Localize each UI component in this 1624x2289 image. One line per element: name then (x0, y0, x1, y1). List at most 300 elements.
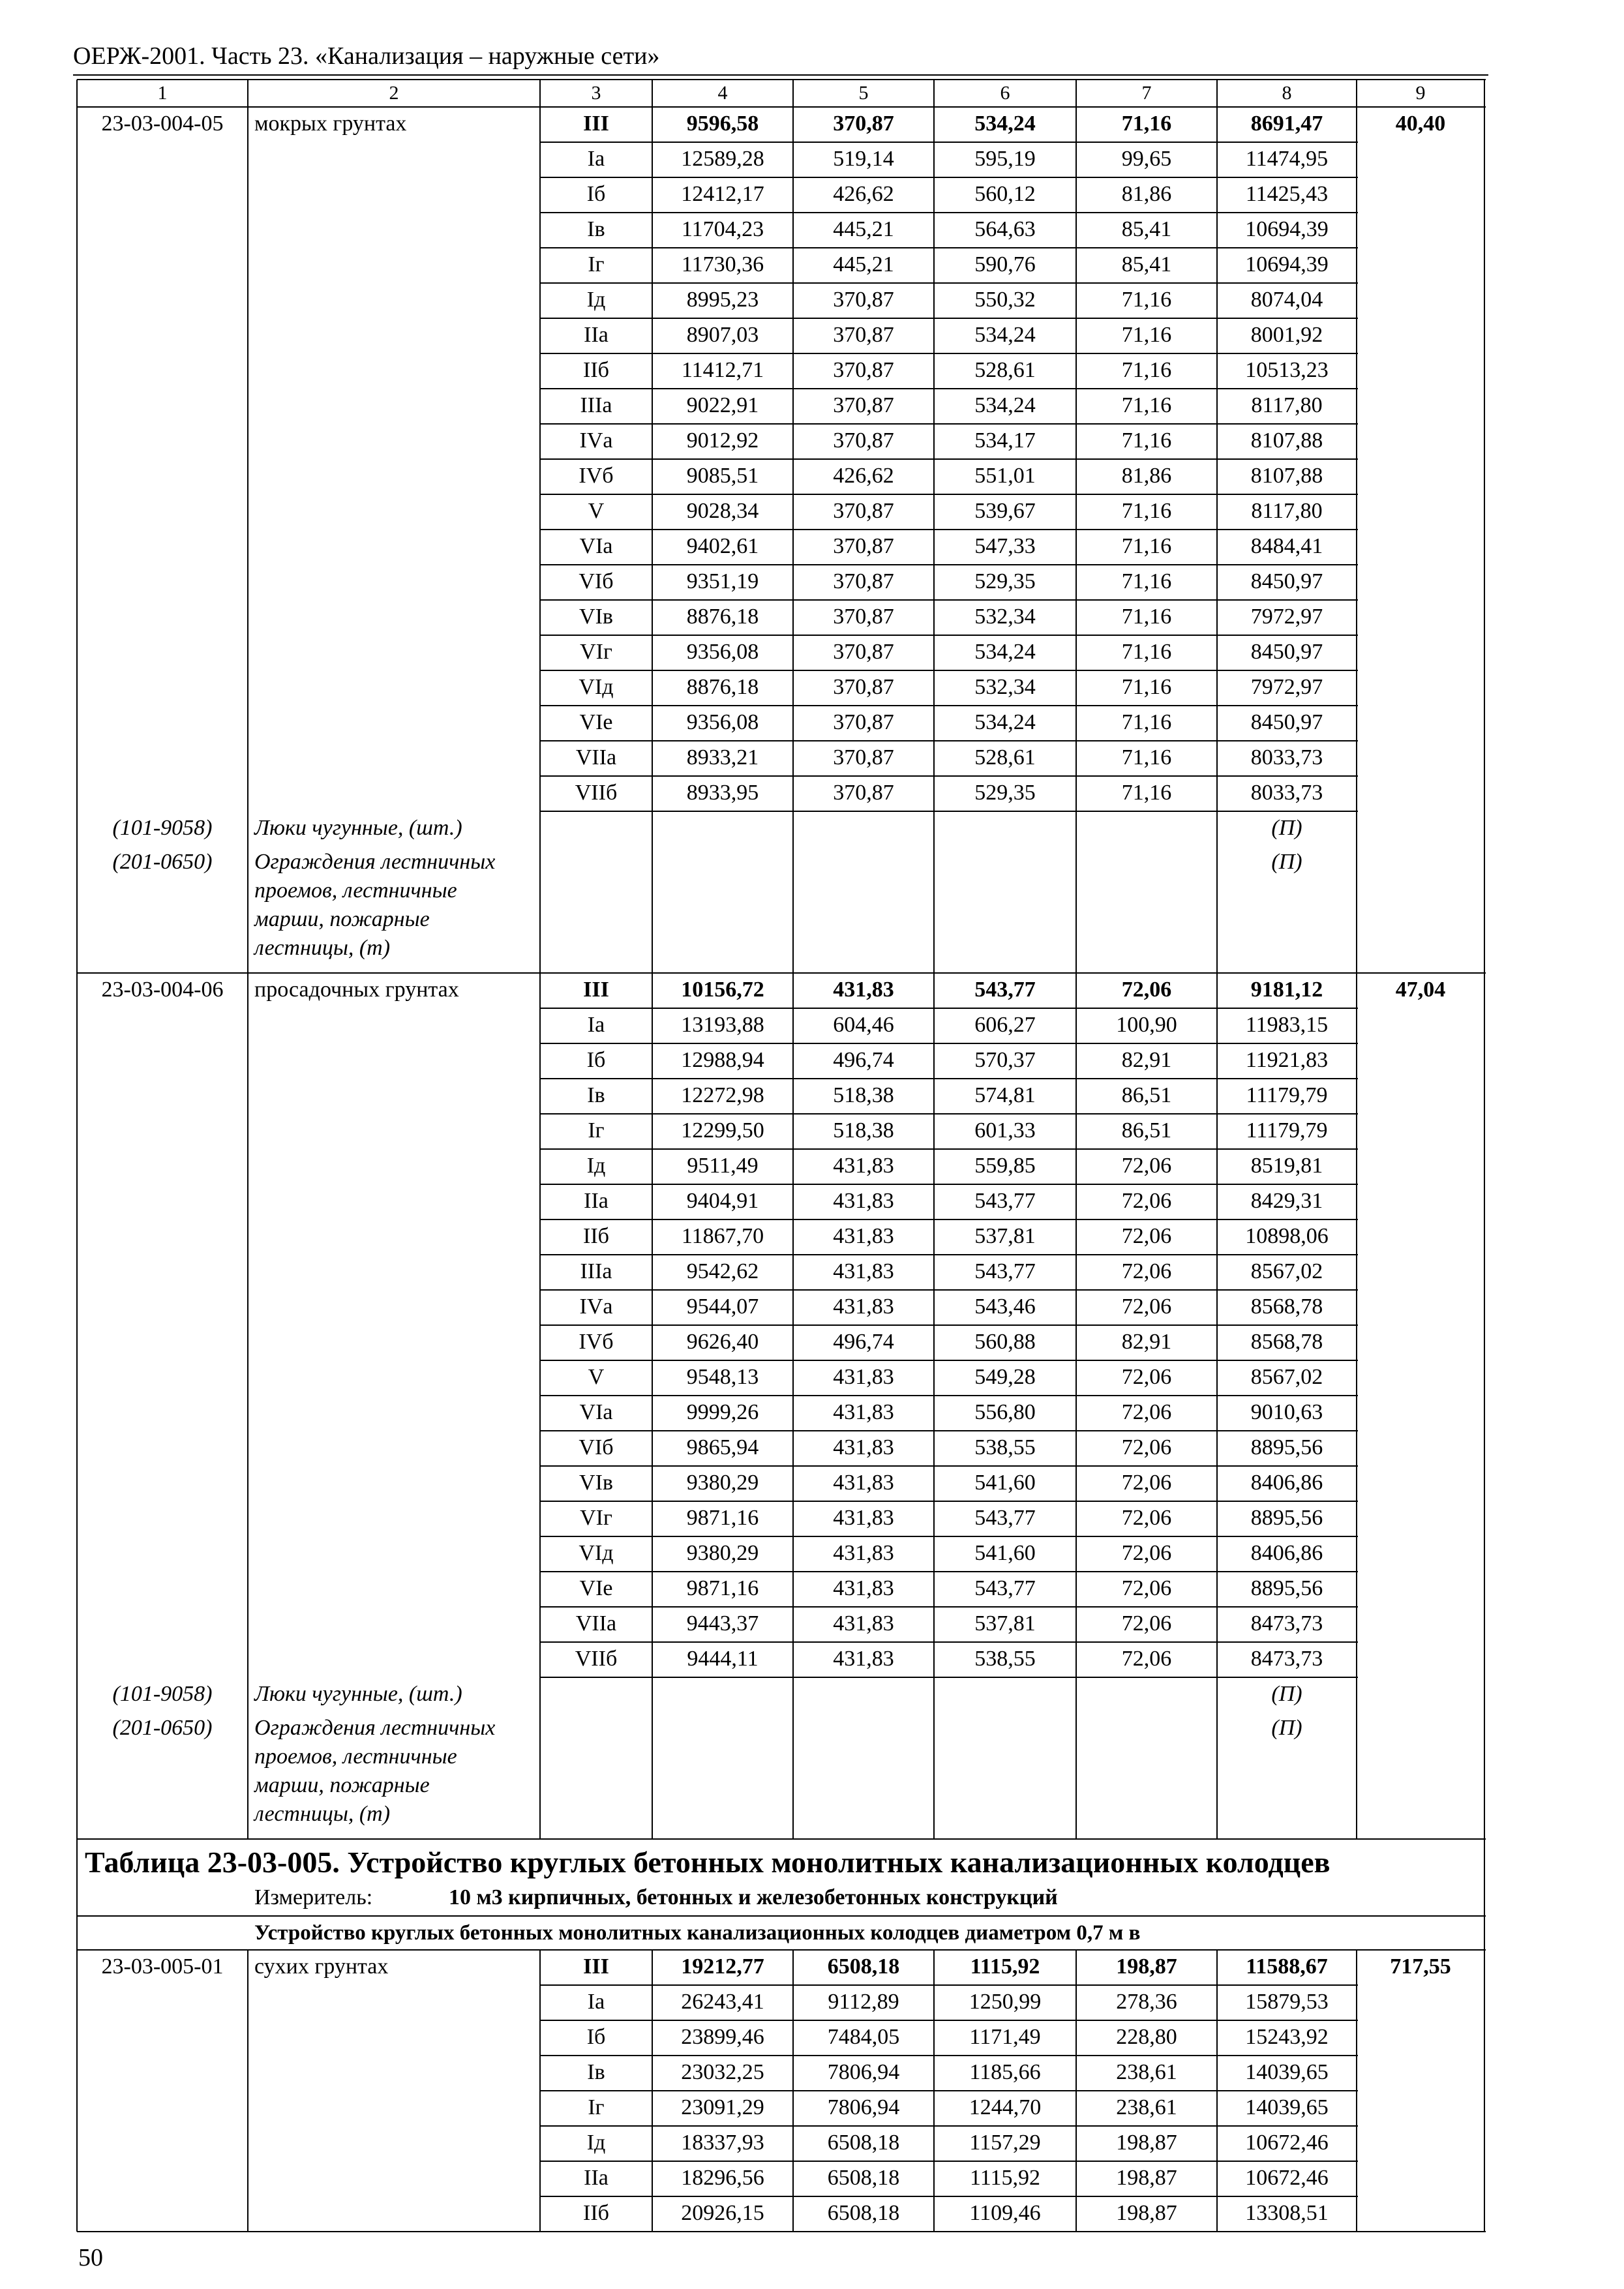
value-cell: 534,17 (974, 428, 1036, 453)
value-cell: 534,24 (974, 112, 1036, 136)
row-rule (540, 1254, 1358, 1255)
value-cell: 11983,15 (1245, 1013, 1329, 1037)
value-cell: 82,91 (1121, 1330, 1172, 1354)
value-cell: 8519,81 (1250, 1154, 1323, 1178)
value-cell: 18337,93 (681, 2131, 764, 2155)
value-cell: 370,87 (833, 323, 894, 347)
value-cell: 431,83 (833, 1506, 894, 1530)
value-cell: 370,87 (833, 288, 894, 312)
value-cell: 72,06 (1121, 1294, 1172, 1319)
zone-cell: Iб (586, 2025, 606, 2049)
value-cell: 12299,50 (681, 1118, 764, 1143)
value-cell: 496,74 (833, 1330, 894, 1354)
resource-name-line: проемов, лестничные (254, 878, 457, 903)
column-rule (792, 80, 794, 1839)
value-cell: 72,06 (1121, 1541, 1172, 1565)
column-rule (1075, 1950, 1077, 2232)
value-cell: 71,16 (1121, 605, 1172, 629)
row-rule (540, 1465, 1358, 1467)
value-cell: 9626,40 (686, 1330, 759, 1354)
value-cell: 7806,94 (827, 2060, 900, 2084)
value-cell: 9112,89 (828, 1990, 899, 2014)
value-cell: 560,88 (974, 1330, 1036, 1354)
row-rule (540, 2055, 1358, 2056)
value-cell: 8567,02 (1250, 1365, 1323, 1389)
row-rule (540, 458, 1358, 460)
resource-code: (201-0650) (112, 850, 213, 874)
value-cell: 10156,72 (681, 978, 764, 1002)
row-rule (540, 1078, 1358, 1079)
row-rule (540, 1289, 1358, 1291)
rate-name: просадочных грунтах (254, 978, 459, 1002)
row-rule (540, 353, 1358, 354)
zone-cell: V (588, 1365, 605, 1389)
value-cell: 574,81 (974, 1083, 1036, 1107)
value-cell: 8107,88 (1250, 428, 1323, 453)
value-cell: 606,27 (974, 1013, 1036, 1037)
value-cell: 1185,66 (969, 2060, 1041, 2084)
column-rule (1356, 1950, 1357, 2232)
row-rule (540, 2090, 1358, 2091)
zone-cell: IIIа (580, 393, 612, 417)
value-cell: 8568,78 (1250, 1330, 1323, 1354)
zone-cell: Iв (587, 2060, 605, 2084)
value-cell: 431,83 (833, 1294, 894, 1319)
value-cell: 13308,51 (1245, 2201, 1329, 2225)
value-cell: 532,34 (974, 605, 1036, 629)
value-cell: 431,83 (833, 1189, 894, 1213)
value-cell: 71,16 (1121, 534, 1172, 558)
value-cell: 538,55 (974, 1435, 1036, 1459)
row-rule (540, 1641, 1358, 1643)
row-rule (540, 775, 1358, 777)
value-cell: 9542,62 (686, 1259, 759, 1283)
value-cell: 539,67 (974, 499, 1036, 523)
value-cell: 370,87 (833, 428, 894, 453)
value-cell: 8484,41 (1250, 534, 1323, 558)
value-cell: 198,87 (1116, 1954, 1177, 1979)
column-rule (539, 1950, 541, 2232)
value-cell: 7972,97 (1250, 605, 1323, 629)
value-cell: 9548,13 (686, 1365, 759, 1389)
value-cell: 198,87 (1116, 2201, 1177, 2225)
value-cell: 431,83 (833, 1647, 894, 1671)
value-cell: 26243,41 (681, 1990, 764, 2014)
value-cell: 519,14 (833, 147, 894, 171)
row-rule (540, 1536, 1358, 1537)
value-cell: 12589,28 (681, 147, 764, 171)
resource-name-line: Люки чугунные, (шт.) (254, 816, 462, 840)
value-cell: 8567,02 (1250, 1259, 1323, 1283)
value-cell: 370,87 (833, 710, 894, 734)
value-cell: 238,61 (1116, 2060, 1177, 2084)
zone-cell: VIIа (575, 745, 617, 770)
value-cell: 9402,61 (686, 534, 759, 558)
measure-label: Измеритель: (254, 1885, 373, 1909)
value-cell: 370,87 (833, 605, 894, 629)
value-cell: 537,81 (974, 1224, 1036, 1248)
value-cell: 537,81 (974, 1611, 1036, 1636)
value-cell: 370,87 (833, 745, 894, 770)
value-cell: 529,35 (974, 569, 1036, 593)
row-rule (540, 247, 1358, 248)
value-cell: 7484,05 (827, 2025, 900, 2049)
value-cell: 9351,19 (686, 569, 759, 593)
value-cell: 10694,39 (1245, 217, 1329, 241)
value-cell: 426,62 (833, 464, 894, 488)
zone-cell: Iд (586, 288, 606, 312)
column-rule (247, 80, 248, 1839)
row-rule (540, 705, 1358, 706)
zone-cell: Iг (588, 2095, 605, 2119)
value-cell: 445,21 (833, 217, 894, 241)
value-cell: 72,06 (1121, 978, 1172, 1002)
value-cell: 99,65 (1121, 147, 1172, 171)
value-cell: 72,06 (1121, 1576, 1172, 1600)
value-cell: 538,55 (974, 1647, 1036, 1671)
resource-code: (201-0650) (112, 1716, 213, 1740)
value-cell: 9596,58 (686, 112, 759, 136)
value-cell: 81,86 (1121, 182, 1172, 206)
value-cell: 10694,39 (1245, 252, 1329, 277)
resource-name-line: лестницы, (т) (254, 1802, 391, 1826)
value-cell: 559,85 (974, 1154, 1036, 1178)
rate-code: 23-03-005-01 (101, 1954, 224, 1979)
resource-name-line: марши, пожарные (254, 1773, 430, 1797)
value-cell: 18296,56 (681, 2166, 764, 2190)
zone-cell: III (583, 112, 609, 136)
value-cell: 431,83 (833, 1400, 894, 1424)
value-cell: 426,62 (833, 182, 894, 206)
value-cell: 1109,46 (969, 2201, 1041, 2225)
zone-cell: Iг (588, 1118, 605, 1143)
column-rule (933, 80, 935, 1839)
value-cell: 8995,23 (686, 288, 759, 312)
zone-cell: VIб (579, 569, 614, 593)
value-cell: 8450,97 (1250, 640, 1323, 664)
row-rule (540, 1113, 1358, 1115)
value-cell: 431,83 (833, 978, 894, 1002)
value-cell: 556,80 (974, 1400, 1036, 1424)
column-rule (1216, 80, 1218, 1839)
value-cell: 370,87 (833, 393, 894, 417)
value-cell: 14039,65 (1245, 2095, 1329, 2119)
column-number-3: 3 (591, 82, 601, 104)
value-cell: 8450,97 (1250, 569, 1323, 593)
value-cell: 551,01 (974, 464, 1036, 488)
value-cell: 10672,46 (1245, 2166, 1329, 2190)
value-cell: 9012,92 (686, 428, 759, 453)
value-cell: 71,16 (1121, 499, 1172, 523)
table-title: Таблица 23-03-005. Устройство круглых бетонных монолитных канализационных колодцев (85, 1846, 1331, 1879)
value-cell: 11412,71 (681, 358, 764, 382)
resource-name-line: проемов, лестничные (254, 1744, 457, 1769)
value-cell: 9511,49 (687, 1154, 759, 1178)
value-cell: 431,83 (833, 1541, 894, 1565)
measure-value: 10 м3 кирпичных, бетонных и железобетонных конструкций (449, 1885, 1058, 1909)
zone-cell: Iб (586, 182, 606, 206)
row-rule (540, 1395, 1358, 1396)
table-bottom-rule (77, 2231, 1486, 2232)
value-cell: 9181,12 (1250, 978, 1323, 1002)
value-cell: 1115,92 (970, 2166, 1040, 2190)
rate-name: сухих грунтах (254, 1954, 389, 1979)
value-cell: 528,61 (974, 358, 1036, 382)
value-cell: 72,06 (1121, 1189, 1172, 1213)
value-cell: 370,87 (833, 358, 894, 382)
value-cell: 12272,98 (681, 1083, 764, 1107)
value-cell: 564,63 (974, 217, 1036, 241)
value-cell: 71,16 (1121, 112, 1172, 136)
value-cell: 72,06 (1121, 1506, 1172, 1530)
value-cell: 12988,94 (681, 1048, 764, 1072)
resource-name-line: лестницы, (т) (254, 936, 391, 960)
value-cell: 9022,91 (686, 393, 759, 417)
value-cell: 9010,63 (1250, 1400, 1323, 1424)
row-rule (540, 670, 1358, 671)
value-cell: 601,33 (974, 1118, 1036, 1143)
value-cell: 534,24 (974, 710, 1036, 734)
value-cell: 541,60 (974, 1471, 1036, 1495)
value-cell: 9443,37 (686, 1611, 759, 1636)
zone-cell: VIб (579, 1435, 614, 1459)
row-rule (540, 1606, 1358, 1608)
table-right-rule (1484, 1839, 1485, 1950)
zone-cell: VIа (579, 1400, 613, 1424)
value-cell: 431,83 (833, 1259, 894, 1283)
value-cell: 9865,94 (686, 1435, 759, 1459)
row-rule (540, 142, 1358, 143)
value-cell: 8691,47 (1250, 112, 1323, 136)
column-rule (933, 1950, 935, 2232)
zone-cell: VIIб (575, 781, 618, 805)
row-rule (540, 1043, 1358, 1044)
value-cell: 543,77 (974, 1259, 1036, 1283)
zone-cell: VIе (579, 710, 613, 734)
zone-cell: VIIб (575, 1647, 618, 1671)
value-cell: 431,83 (833, 1471, 894, 1495)
value-cell: 72,06 (1121, 1435, 1172, 1459)
row-rule (540, 2196, 1358, 2197)
value-cell: 72,06 (1121, 1647, 1172, 1671)
value-cell: 11179,79 (1246, 1083, 1328, 1107)
value-cell: 9085,51 (686, 464, 759, 488)
value-cell: 12412,17 (681, 182, 764, 206)
value-cell: 11474,95 (1245, 147, 1329, 171)
value-cell: 9871,16 (686, 1576, 759, 1600)
column-rule (792, 1950, 794, 2232)
zone-cell: IIа (584, 323, 609, 347)
resource-value: (П) (1271, 1716, 1302, 1740)
value-cell: 590,76 (974, 252, 1036, 277)
value-cell: 71,16 (1121, 675, 1172, 699)
zone-cell: Iб (586, 1048, 606, 1072)
value-cell: 19212,77 (681, 1954, 764, 1979)
column-number-1: 1 (157, 82, 168, 104)
zone-cell: IIа (584, 2166, 609, 2190)
column-number-9: 9 (1415, 82, 1426, 104)
table-top-rule (77, 79, 1486, 80)
rate-code: 23-03-004-05 (101, 112, 224, 136)
value-cell: 72,06 (1121, 1224, 1172, 1248)
row-rule (540, 1148, 1358, 1150)
zone-cell: IIб (583, 1224, 609, 1248)
zone-cell: VIд (579, 1541, 614, 1565)
zone-cell: VIа (579, 534, 613, 558)
value-cell: 543,46 (974, 1294, 1036, 1319)
column-rule (1216, 1950, 1218, 2232)
value-cell: 8933,95 (686, 781, 759, 805)
value-cell: 1250,99 (969, 1990, 1042, 2014)
zone-cell: Iд (586, 2131, 606, 2155)
row-rule (540, 282, 1358, 284)
value-cell: 72,06 (1121, 1154, 1172, 1178)
value-cell: 541,60 (974, 1541, 1036, 1565)
value-cell: 8473,73 (1250, 1647, 1323, 1671)
value-cell: 71,16 (1121, 393, 1172, 417)
row-rule (540, 1324, 1358, 1326)
value-cell: 11588,67 (1246, 1954, 1328, 1979)
zone-cell: IIа (584, 1189, 609, 1213)
column-number-rule (77, 106, 1486, 108)
value-cell: 11704,23 (681, 217, 764, 241)
subheading-top-rule (77, 1915, 1486, 1917)
value-cell: 72,06 (1121, 1400, 1172, 1424)
resource-value: (П) (1271, 1682, 1302, 1706)
row-rule (540, 1430, 1358, 1431)
value-cell: 72,06 (1121, 1259, 1172, 1283)
row-rule (540, 212, 1358, 213)
value-cell: 9356,08 (686, 710, 759, 734)
value-cell: 370,87 (833, 640, 894, 664)
column-rule (1075, 80, 1077, 1839)
value-cell: 23899,46 (681, 2025, 764, 2049)
row-rule (540, 1008, 1358, 1009)
row-rule (540, 1984, 1358, 1986)
value-cell: 9380,29 (686, 1471, 759, 1495)
zone-cell: VIв (579, 1471, 613, 1495)
value-cell: 9544,07 (686, 1294, 759, 1319)
value-cell: 370,87 (833, 499, 894, 523)
value-cell: 543,77 (974, 1576, 1036, 1600)
value-cell: 8473,73 (1250, 1611, 1323, 1636)
value-cell: 547,33 (974, 534, 1036, 558)
value-cell: 15879,53 (1245, 1990, 1329, 2014)
value-cell: 8895,56 (1250, 1506, 1323, 1530)
value-cell: 11730,36 (681, 252, 764, 277)
column-number-7: 7 (1141, 82, 1152, 104)
resource-name-line: марши, пожарные (254, 907, 430, 931)
value-cell: 198,87 (1116, 2166, 1177, 2190)
value-cell: 278,36 (1116, 1990, 1177, 2014)
value-cell: 496,74 (833, 1048, 894, 1072)
value-cell: 20926,15 (681, 2201, 764, 2225)
row-rule (540, 2125, 1358, 2127)
value-cell: 529,35 (974, 781, 1036, 805)
zone-cell: Ia (587, 147, 605, 171)
value-cell: 431,83 (833, 1611, 894, 1636)
value-cell: 7972,97 (1250, 675, 1323, 699)
row-rule (540, 599, 1358, 601)
row-rule (540, 1677, 1358, 1678)
value-cell: 528,61 (974, 745, 1036, 770)
value-cell: 518,38 (833, 1118, 894, 1143)
resource-value: (П) (1271, 816, 1302, 840)
value-cell: 550,32 (974, 288, 1036, 312)
value-cell: 71,16 (1121, 288, 1172, 312)
value-cell: 370,87 (833, 112, 894, 136)
resource-name-line: Люки чугунные, (шт.) (254, 1682, 462, 1706)
value-cell: 71,16 (1121, 781, 1172, 805)
row-rule (540, 1184, 1358, 1185)
value-cell: 10513,23 (1245, 358, 1329, 382)
row-rule (540, 423, 1358, 425)
value-cell: 9028,34 (686, 499, 759, 523)
value-cell: 71,16 (1121, 428, 1172, 453)
row-rule (540, 635, 1358, 636)
value-cell: 7806,94 (827, 2095, 900, 2119)
value-cell: 8107,88 (1250, 464, 1323, 488)
value-cell: 85,41 (1121, 217, 1172, 241)
value-cell: 534,24 (974, 323, 1036, 347)
value-cell: 8568,78 (1250, 1294, 1323, 1319)
row-rule (540, 1501, 1358, 1502)
row-rule (540, 2161, 1358, 2162)
value-cell: 431,83 (833, 1576, 894, 1600)
value-cell: 85,41 (1121, 252, 1172, 277)
row-rule (540, 529, 1358, 530)
zone-cell: V (588, 499, 605, 523)
zone-cell: Iв (587, 1083, 605, 1107)
column-rule (247, 1950, 248, 2232)
column-number-6: 6 (1000, 82, 1010, 104)
value-cell: 23032,25 (681, 2060, 764, 2084)
value-cell: 72,06 (1121, 1611, 1172, 1636)
rate-name: мокрых грунтах (254, 112, 407, 136)
subheading-bottom-rule (77, 1949, 1486, 1951)
value-cell: 71,16 (1121, 710, 1172, 734)
value-cell: 11921,83 (1245, 1048, 1329, 1072)
zone-cell: VIг (580, 1506, 612, 1530)
page-header: ОЕРЖ-2001. Часть 23. «Канализация – наружные сети» (73, 42, 660, 70)
column-number-8: 8 (1282, 82, 1292, 104)
row-rule (540, 1360, 1358, 1361)
block-rule (77, 972, 1486, 974)
value-cell: 1115,92 (970, 1954, 1040, 1979)
column-rule (539, 80, 541, 1839)
column-number-4: 4 (717, 82, 728, 104)
value-cell: 9404,91 (686, 1189, 759, 1213)
value-cell: 8074,04 (1250, 288, 1323, 312)
value-cell: 431,83 (833, 1224, 894, 1248)
value-cell: 8876,18 (686, 675, 759, 699)
zone-cell: IIб (583, 2201, 609, 2225)
column-rule (76, 80, 78, 1839)
value-cell: 431,83 (833, 1154, 894, 1178)
value-cell: 8406,86 (1250, 1541, 1323, 1565)
value-cell: 6508,18 (827, 2131, 900, 2155)
value-cell: 71,16 (1121, 569, 1172, 593)
zone-cell: III (583, 1954, 609, 1979)
value-cell: 71,16 (1121, 358, 1172, 382)
row-rule (540, 1219, 1358, 1220)
value-cell: 8117,80 (1251, 499, 1323, 523)
value-cell: 100,90 (1116, 1013, 1177, 1037)
rate-code: 23-03-004-06 (101, 978, 224, 1002)
zone-cell: IVб (579, 1330, 614, 1354)
value-cell: 71,16 (1121, 745, 1172, 770)
value-cell: 72,06 (1121, 1471, 1172, 1495)
